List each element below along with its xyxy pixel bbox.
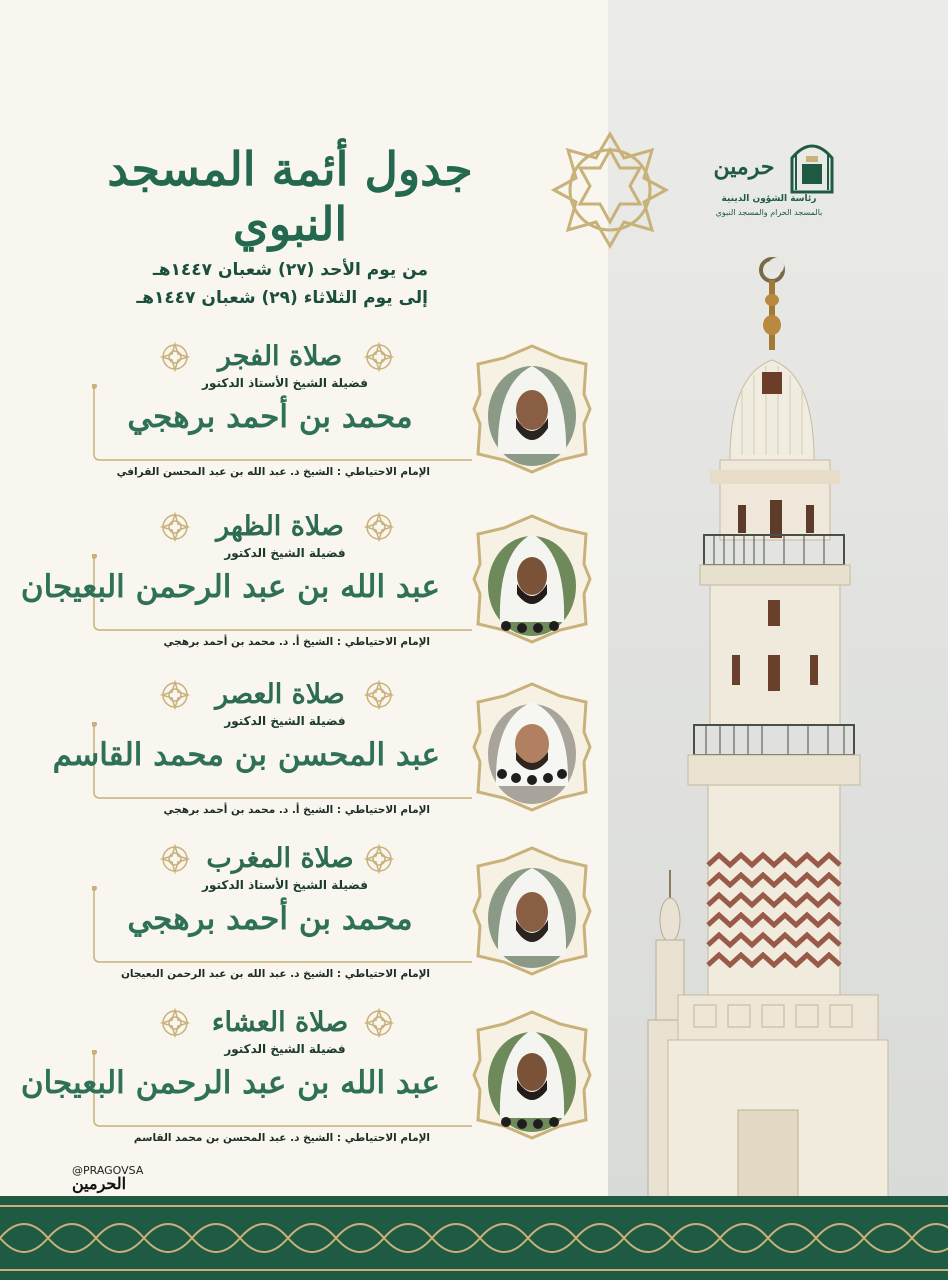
- imam-name: محمد بن أحمد برهجي: [127, 901, 413, 937]
- imam-portrait: [472, 682, 592, 812]
- backup-imam: الإمام الاحتياطي : الشيخ د. عبد الله بن عبد المحسن القرافي: [116, 466, 430, 478]
- imam-honorific: فضيلة الشيخ الأستاذ الدكتور: [202, 878, 368, 892]
- imam-portrait: [472, 846, 592, 976]
- mosque-logo-icon: [788, 134, 836, 194]
- imam-honorific: فضيلة الشيخ الأستاذ الدكتور: [202, 376, 368, 390]
- rosette-icon: [160, 342, 190, 372]
- prayer-block-isha: [0, 1006, 608, 1166]
- page-title: جدول أئمة المسجد النبوي: [107, 142, 473, 252]
- date-from: من يوم الأحد (٢٧) شعبان ١٤٤٧هـ: [152, 260, 428, 280]
- geometric-star-ornament: [548, 128, 672, 252]
- ornamental-footer-band: [0, 1196, 948, 1280]
- imam-honorific: فضيلة الشيخ الدكتور: [224, 1042, 346, 1056]
- imam-name: عبد الله بن عبد الرحمن البعيجان: [20, 569, 440, 605]
- imam-name: عبد الله بن عبد الرحمن البعيجان: [20, 1065, 440, 1101]
- backup-imam: الإمام الاحتياطي : الشيخ أ. د. محمد بن أحمد برهجي: [163, 636, 430, 648]
- prayer-block-fajr: [0, 340, 608, 500]
- date-to: إلى يوم الثلاثاء (٢٩) شعبان ١٤٤٧هـ: [136, 288, 428, 308]
- rosette-icon: [160, 512, 190, 542]
- prayer-name: صلاة الفجر: [217, 341, 343, 372]
- watermark-handle: @PRAGOVSA: [72, 1164, 144, 1177]
- logo-line-2: بالمسجد الحرام والمسجد النبوي: [715, 208, 823, 217]
- backup-imam: الإمام الاحتياطي : الشيخ د. عبد المحسن بن محمد القاسم: [133, 1132, 430, 1144]
- prayer-name: صلاة المغرب: [206, 843, 354, 874]
- logo-name: حرمين: [713, 154, 775, 180]
- prayer-name: صلاة العصر: [215, 679, 345, 710]
- prayer-name: صلاة الظهر: [216, 511, 344, 542]
- imam-portrait: [472, 344, 592, 474]
- imam-honorific: فضيلة الشيخ الدكتور: [224, 546, 346, 560]
- prayer-name: صلاة العشاء: [211, 1007, 349, 1038]
- backup-imam: الإمام الاحتياطي : الشيخ أ. د. محمد بن أحمد برهجي: [163, 804, 430, 816]
- rosette-icon: [160, 844, 190, 874]
- prayer-block-asr: [0, 678, 608, 838]
- prayer-block-dhuhr: [0, 510, 608, 670]
- imam-portrait: [472, 514, 592, 644]
- imam-name: عبد المحسن بن محمد القاسم: [52, 737, 440, 773]
- imam-name: محمد بن أحمد برهجي: [127, 399, 413, 435]
- watermark-logo: الحرمين: [72, 1174, 127, 1193]
- haramain-logo: [700, 132, 840, 232]
- logo-line-1: رئاسة الشؤون الدينية: [721, 194, 817, 204]
- rosette-icon: [160, 680, 190, 710]
- rosette-icon: [160, 1008, 190, 1038]
- prayer-block-maghrib: [0, 842, 608, 1002]
- imam-portrait: [472, 1010, 592, 1140]
- imam-honorific: فضيلة الشيخ الدكتور: [224, 714, 346, 728]
- backup-imam: الإمام الاحتياطي : الشيخ د. عبد الله بن عبد الرحمن البعيجان: [120, 968, 430, 980]
